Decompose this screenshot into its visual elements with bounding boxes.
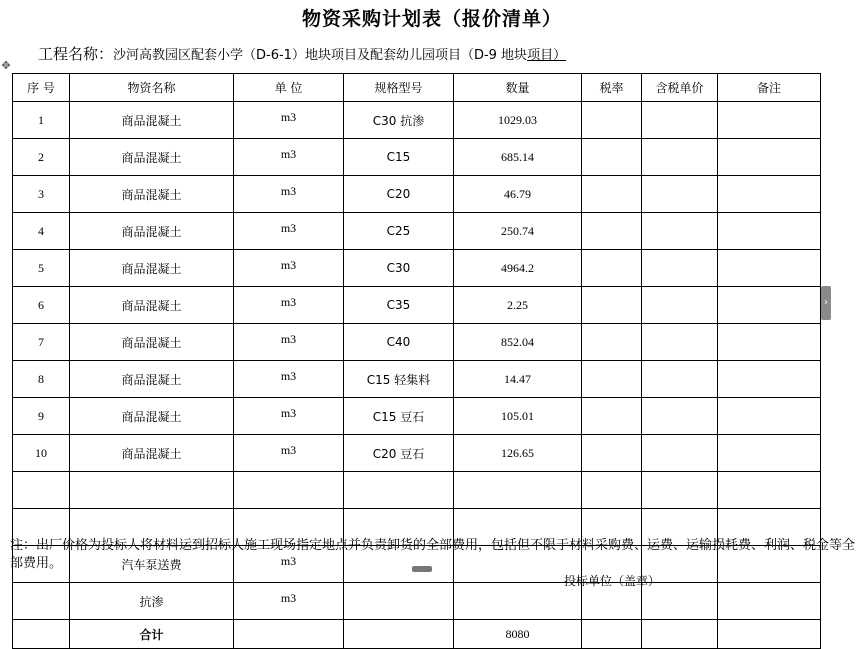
cell-spec: C40	[344, 324, 454, 361]
table-row	[13, 250, 821, 287]
cell-tax-rate[interactable]	[582, 361, 642, 398]
cell-unit: m3	[234, 176, 344, 213]
table-row	[13, 176, 821, 213]
cell-tax-rate[interactable]	[582, 102, 642, 139]
cell-remark[interactable]	[718, 361, 821, 398]
cell-tax-rate[interactable]	[582, 213, 642, 250]
cell-unit-price[interactable]	[642, 324, 718, 361]
cell-material: 商品混凝土	[70, 435, 234, 472]
cell-unit: m3	[234, 250, 344, 287]
cell-unit	[234, 620, 344, 649]
cell-unit-price[interactable]	[642, 213, 718, 250]
header-tax-rate: 税率	[582, 74, 642, 102]
cell-tax-rate[interactable]	[582, 398, 642, 435]
cell-remark[interactable]	[718, 583, 821, 620]
table-row	[13, 583, 821, 620]
cell-material: 商品混凝土	[70, 139, 234, 176]
table-row	[13, 361, 821, 398]
cell-unit-price[interactable]	[642, 250, 718, 287]
cell-unit: m3	[234, 213, 344, 250]
cell-unit-price[interactable]	[642, 472, 718, 509]
cell-quantity: 1029.03	[454, 102, 582, 139]
cell-material: 商品混凝土	[70, 398, 234, 435]
header-material: 物资名称	[70, 74, 234, 102]
cell-spec: C20	[344, 176, 454, 213]
cell-no: 9	[13, 398, 70, 435]
cell-material: 汽车泵送费	[70, 546, 234, 583]
cell-spec	[344, 620, 454, 649]
cell-tax-rate[interactable]	[582, 287, 642, 324]
cell-remark[interactable]	[718, 139, 821, 176]
cell-unit-price[interactable]	[642, 139, 718, 176]
cell-no	[13, 583, 70, 620]
header-spec: 规格型号	[344, 74, 454, 102]
cell-quantity: 126.65	[454, 435, 582, 472]
cell-no: 5	[13, 250, 70, 287]
cell-material: 商品混凝土	[70, 213, 234, 250]
cell-tax-rate[interactable]	[582, 250, 642, 287]
table-row	[13, 472, 821, 509]
cell-material: 商品混凝土	[70, 324, 234, 361]
cell-tax-rate[interactable]	[582, 620, 642, 649]
cell-spec: C25	[344, 213, 454, 250]
cell-no: 8	[13, 361, 70, 398]
cell-remark[interactable]	[718, 620, 821, 649]
cell-unit-price[interactable]	[642, 620, 718, 649]
cell-unit: m3	[234, 139, 344, 176]
footnote: 注：出厂价格为投标人将材料运到招标人施工现场指定地点并负责卸货的全部费用，包括但不限于材料采购费、运费、运输损耗费、利润、税金等全部费用。	[10, 538, 856, 571]
cell-quantity: 2.25	[454, 287, 582, 324]
cell-unit: m3	[234, 324, 344, 361]
table-row	[13, 287, 821, 324]
cell-spec: C15	[344, 139, 454, 176]
cell-unit-price[interactable]	[642, 176, 718, 213]
cell-quantity: 46.79	[454, 176, 582, 213]
cell-remark[interactable]	[718, 176, 821, 213]
cell-unit: m3	[234, 102, 344, 139]
cell-no: 10	[13, 435, 70, 472]
cell-no: 4	[13, 213, 70, 250]
total-quantity: 8080	[454, 620, 582, 649]
cell-no	[13, 620, 70, 649]
header-quantity: 数量	[454, 74, 582, 102]
project-line	[38, 43, 566, 64]
table-row	[13, 398, 821, 435]
cell-tax-rate[interactable]	[582, 176, 642, 213]
table-row	[13, 139, 821, 176]
cell-unit: m3	[234, 435, 344, 472]
cell-remark[interactable]	[718, 287, 821, 324]
project-label: 工程名称：	[38, 45, 114, 63]
cell-remark[interactable]	[718, 250, 821, 287]
header-unit: 单 位	[234, 74, 344, 102]
cell-quantity: 852.04	[454, 324, 582, 361]
cell-remark[interactable]	[718, 213, 821, 250]
document-title: 物资采购计划表（报价清单）	[301, 8, 562, 30]
cell-spec: C30	[344, 250, 454, 287]
cell-spec	[344, 583, 454, 620]
cell-remark[interactable]	[718, 102, 821, 139]
project-name-tail: 项目）	[527, 48, 567, 63]
cell-remark[interactable]	[718, 472, 821, 509]
table-row	[13, 324, 821, 361]
cell-no: 6	[13, 287, 70, 324]
project-name: 沙河高教园区配套小学（D-6-1）地块项目及配套幼儿园项目（D-9 地块	[113, 48, 528, 63]
cell-quantity: 105.01	[454, 398, 582, 435]
cell-unit: m3	[234, 398, 344, 435]
move-handle-icon[interactable]: ✥	[1, 59, 11, 72]
cell-quantity	[454, 472, 582, 509]
cell-spec: C20 豆石	[344, 435, 454, 472]
cell-quantity: 685.14	[454, 139, 582, 176]
cell-material: 商品混凝土	[70, 287, 234, 324]
cell-unit-price[interactable]	[642, 102, 718, 139]
cell-unit: m3	[234, 287, 344, 324]
cell-unit: m3	[234, 546, 344, 583]
table-row	[13, 435, 821, 472]
table-header-row	[13, 74, 821, 102]
cell-quantity	[454, 583, 582, 620]
cell-remark[interactable]	[718, 324, 821, 361]
cell-spec: C15 豆石	[344, 398, 454, 435]
cell-material: 商品混凝土	[70, 250, 234, 287]
cell-spec: C30 抗渗	[344, 102, 454, 139]
cell-remark[interactable]	[718, 435, 821, 472]
table-row	[13, 102, 821, 139]
header-no: 序 号	[13, 74, 70, 102]
cell-unit-price[interactable]	[642, 398, 718, 435]
cell-no	[13, 472, 70, 509]
bidder-signature-line: 投标单位（盖章）	[564, 574, 661, 588]
cell-spec: C15 轻集料	[344, 361, 454, 398]
cell-unit	[234, 472, 344, 509]
cell-material: 商品混凝土	[70, 102, 234, 139]
cell-quantity: 250.74	[454, 213, 582, 250]
cell-tax-rate[interactable]	[582, 139, 642, 176]
cell-material	[70, 472, 234, 509]
cell-tax-rate[interactable]	[582, 324, 642, 361]
cell-spec: C35	[344, 287, 454, 324]
cell-no: 3	[13, 176, 70, 213]
table-row	[13, 213, 821, 250]
cell-unit-price[interactable]	[642, 287, 718, 324]
total-label: 合计	[70, 620, 234, 649]
side-expand-icon[interactable]: ›	[821, 286, 831, 320]
cell-quantity: 4964.2	[454, 250, 582, 287]
cell-tax-rate[interactable]	[582, 472, 642, 509]
cell-remark[interactable]	[718, 398, 821, 435]
cell-unit-price[interactable]	[642, 435, 718, 472]
header-unit-price: 含税单价	[642, 74, 718, 102]
total-row	[13, 620, 821, 649]
cell-no: 7	[13, 324, 70, 361]
header-remark: 备注	[718, 74, 821, 102]
cell-no: 2	[13, 139, 70, 176]
cell-unit-price[interactable]	[642, 361, 718, 398]
cell-quantity: 14.47	[454, 361, 582, 398]
cell-spec	[344, 472, 454, 509]
cell-unit: m3	[234, 583, 344, 620]
cell-material: 商品混凝土	[70, 176, 234, 213]
cell-no: 1	[13, 102, 70, 139]
cell-unit: m3	[234, 361, 344, 398]
cell-tax-rate[interactable]	[582, 435, 642, 472]
cell-material: 抗渗	[70, 583, 234, 620]
resize-handle-icon[interactable]	[412, 566, 432, 572]
cell-material: 商品混凝土	[70, 361, 234, 398]
